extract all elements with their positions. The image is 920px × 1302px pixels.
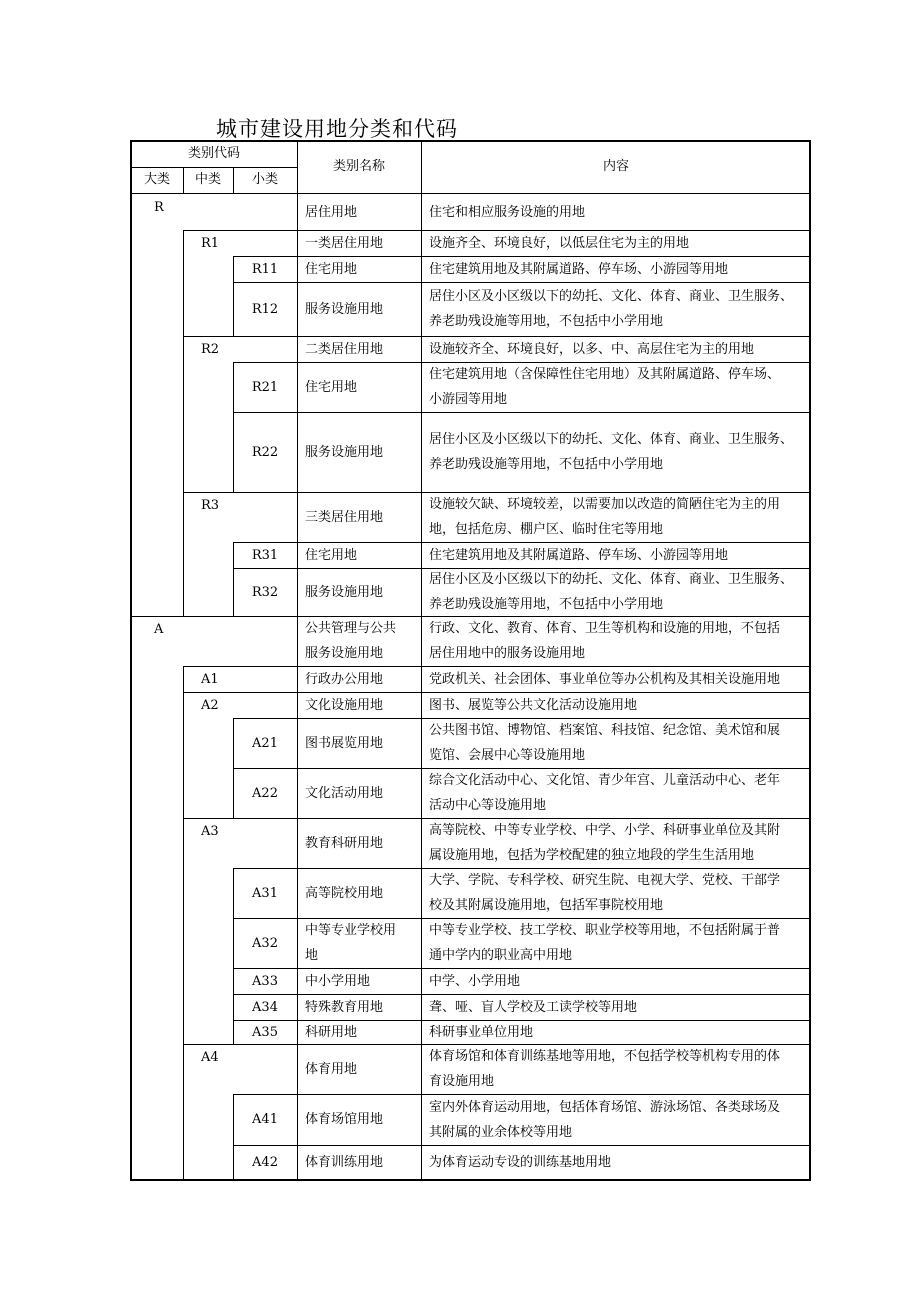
row-content bbox=[429, 868, 780, 918]
row-content-line: 公共图书馆、博物馆、档案馆、科技馆、纪念馆、美术馆和展 bbox=[429, 723, 781, 738]
row-name bbox=[305, 666, 383, 692]
row-name-line: 特殊教育用地 bbox=[305, 999, 384, 1015]
row-name bbox=[305, 818, 383, 868]
row-content-line: 聋、哑、盲人学校及工读学校等用地 bbox=[429, 999, 638, 1015]
row-content-line: 住宅和相应服务设施的用地 bbox=[429, 204, 586, 220]
row-code: R3 bbox=[201, 498, 220, 513]
row-name-line: 住宅用地 bbox=[305, 261, 358, 277]
row-name bbox=[305, 230, 383, 256]
row-code: R32 bbox=[251, 584, 279, 600]
row-code: A31 bbox=[252, 885, 278, 901]
row-name-line: 行政办公用地 bbox=[305, 671, 384, 687]
row-name bbox=[305, 994, 383, 1020]
row-content-line: 体育场馆和体育训练基地等用地，不包括学校等机构专用的体 bbox=[429, 1049, 781, 1064]
row-content-line: 居住小区及小区级以下的幼托、文化、体育、商业、卫生服务、 bbox=[429, 432, 794, 447]
row-code: A35 bbox=[252, 1024, 278, 1040]
row-name-line: 住宅用地 bbox=[305, 379, 358, 395]
row-name bbox=[305, 336, 383, 362]
row-code: A3 bbox=[201, 824, 219, 839]
row-content-line: 科研事业单位用地 bbox=[429, 1024, 534, 1040]
row-name-line: 体育场馆用地 bbox=[305, 1112, 384, 1127]
row-name-line: 体育用地 bbox=[305, 1061, 358, 1077]
row-content-line: 小游园等用地 bbox=[429, 392, 508, 407]
row-code: R2 bbox=[201, 342, 220, 357]
row-name-line: 三类居住用地 bbox=[305, 509, 384, 525]
row-content bbox=[429, 994, 637, 1020]
header-medium: 中类 bbox=[194, 172, 221, 187]
row-name bbox=[305, 616, 396, 666]
row-code: R11 bbox=[251, 261, 279, 277]
row-code: R21 bbox=[251, 379, 279, 395]
row-content bbox=[429, 230, 689, 256]
row-content-line: 综合文化活动中心、文化馆、青少年宫、儿童活动中心、老年 bbox=[429, 773, 781, 788]
row-content-line: 居住小区及小区级以下的幼托、文化、体育、商业、卫生服务、 bbox=[429, 572, 794, 587]
row-code: R bbox=[154, 200, 164, 215]
row-code: A2 bbox=[201, 698, 219, 713]
row-content-line: 地，包括危房、棚户区、临时住宅等用地 bbox=[429, 522, 664, 537]
row-content bbox=[429, 666, 780, 692]
row-content-line: 其附属的业余体校等用地 bbox=[429, 1124, 573, 1140]
vline-content bbox=[421, 141, 422, 1180]
row-content-line: 高等院校、中等专业学校、中学、小学、科研事业单位及其附 bbox=[429, 823, 781, 838]
row-content-line: 活动中心等设施用地 bbox=[429, 798, 547, 813]
row-name-line: 住宅用地 bbox=[305, 547, 358, 563]
row-content bbox=[429, 718, 780, 768]
row-content-line: 住宅建筑用地（含保障性住宅用地）及其附属道路、停车场、 bbox=[429, 367, 781, 382]
row-name-line: 教育科研用地 bbox=[305, 835, 384, 851]
row-name bbox=[305, 1145, 383, 1180]
row-name bbox=[305, 1044, 357, 1094]
row-name bbox=[305, 1020, 357, 1044]
row-name bbox=[305, 194, 357, 230]
row-content-line: 校及其附属设施用地，包括军事院校用地 bbox=[429, 898, 664, 913]
row-content-line: 图书、展览等公共文化活动设施用地 bbox=[429, 697, 638, 713]
row-name-line: 服务设施用地 bbox=[305, 301, 384, 317]
row-name bbox=[305, 412, 383, 492]
row-name-line: 地 bbox=[305, 948, 319, 963]
row-name-line: 文化活动用地 bbox=[305, 785, 384, 801]
row-content bbox=[429, 412, 793, 492]
header-name: 类别名称 bbox=[332, 159, 385, 174]
row-content bbox=[429, 492, 780, 542]
vline-medium bbox=[183, 230, 184, 616]
row-content-line: 大学、学院、专科学校、研究生院、电视大学、党校、干部学 bbox=[429, 873, 781, 888]
row-code: A4 bbox=[201, 1050, 219, 1065]
row-code: A34 bbox=[252, 999, 278, 1015]
row-content bbox=[429, 362, 780, 412]
row-name-line: 高等院校用地 bbox=[305, 885, 384, 901]
row-name bbox=[305, 868, 383, 918]
row-content-line: 属设施用地，包括为学校配建的独立地段的学生生活用地 bbox=[429, 848, 755, 863]
row-content-line: 住宅建筑用地及其附属道路、停车场、小游园等用地 bbox=[429, 547, 729, 563]
row-name-line: 二类居住用地 bbox=[305, 341, 384, 357]
row-content bbox=[429, 282, 793, 336]
row-content bbox=[429, 542, 728, 568]
row-name bbox=[305, 968, 370, 994]
row-content bbox=[429, 568, 793, 616]
row-content-line: 养老助残设施等用地，不包括中小学用地 bbox=[429, 597, 664, 612]
row-name-line: 图书展览用地 bbox=[305, 735, 384, 751]
row-name bbox=[305, 768, 383, 818]
row-content-line: 设施较齐全、环境良好，以多、中、高层住宅为主的用地 bbox=[429, 341, 755, 357]
row-code: A22 bbox=[252, 785, 278, 801]
row-name bbox=[305, 256, 357, 282]
row-content-line: 居住小区及小区级以下的幼托、文化、体育、商业、卫生服务、 bbox=[429, 289, 794, 304]
row-content bbox=[429, 968, 520, 994]
row-content-line: 室内外体育运动用地，包括体育场馆、游泳场馆、各类球场及 bbox=[429, 1099, 781, 1115]
row-content bbox=[429, 818, 780, 868]
row-code: A42 bbox=[252, 1155, 278, 1170]
row-content-line: 住宅建筑用地及其附属道路、停车场、小游园等用地 bbox=[429, 261, 729, 277]
row-content bbox=[429, 1020, 533, 1044]
header-minor: 小类 bbox=[251, 172, 278, 187]
row-content-line: 养老助残设施等用地，不包括中小学用地 bbox=[429, 314, 664, 329]
row-name bbox=[305, 492, 383, 542]
header-major: 大类 bbox=[143, 172, 170, 187]
row-content-line: 行政、文化、教育、体育、卫生等机构和设施的用地，不包括 bbox=[429, 621, 781, 636]
row-name bbox=[305, 362, 357, 412]
row-content bbox=[429, 616, 780, 666]
vline-name bbox=[297, 141, 298, 1180]
row-code: A41 bbox=[252, 1112, 278, 1127]
row-name bbox=[305, 918, 396, 968]
vline-medium bbox=[183, 666, 184, 1180]
header-content: 内容 bbox=[602, 159, 629, 174]
row-content-line: 为体育运动专设的训练基地用地 bbox=[429, 1155, 612, 1170]
row-content-line: 育设施用地 bbox=[429, 1074, 495, 1089]
row-content-line: 中等专业学校、技工学校、职业学校等用地，不包括附属于普 bbox=[429, 923, 781, 938]
row-content bbox=[429, 768, 780, 818]
row-content-line: 中学、小学用地 bbox=[429, 973, 521, 989]
row-content-line: 通中学内的职业高中用地 bbox=[429, 948, 573, 963]
row-content bbox=[429, 256, 728, 282]
row-name-line: 居住用地 bbox=[305, 204, 358, 220]
row-code: R31 bbox=[251, 547, 279, 563]
row-content-line: 设施齐全、环境良好，以低层住宅为主的用地 bbox=[429, 235, 690, 251]
row-name-line: 体育训练用地 bbox=[305, 1155, 384, 1170]
row-name bbox=[305, 568, 383, 616]
row-content bbox=[429, 194, 585, 230]
row-name-line: 公共管理与公共 bbox=[305, 621, 397, 636]
row-name-line: 服务设施用地 bbox=[305, 584, 384, 600]
row-code: R12 bbox=[251, 301, 279, 317]
row-name-line: 文化设施用地 bbox=[305, 697, 384, 713]
row-content-line: 设施较欠缺、环境较差，以需要加以改造的简陋住宅为主的用 bbox=[429, 497, 781, 512]
row-name-line: 服务设施用地 bbox=[305, 444, 384, 460]
row-name bbox=[305, 282, 383, 336]
row-content-line: 居住用地中的服务设施用地 bbox=[429, 646, 586, 661]
row-content-line: 览馆、会展中心等设施用地 bbox=[429, 748, 586, 763]
row-content bbox=[429, 1094, 780, 1145]
row-code: A1 bbox=[201, 672, 219, 687]
row-name-line: 科研用地 bbox=[305, 1024, 358, 1040]
row-name-line: 中小学用地 bbox=[305, 973, 371, 989]
row-name-line: 服务设施用地 bbox=[305, 646, 384, 661]
row-code: A21 bbox=[252, 735, 278, 751]
row-name bbox=[305, 692, 383, 718]
row-code: A bbox=[154, 622, 164, 637]
row-name bbox=[305, 718, 383, 768]
row-name bbox=[305, 1094, 383, 1145]
row-code: R1 bbox=[201, 236, 220, 251]
row-content bbox=[429, 1145, 611, 1180]
row-content bbox=[429, 918, 780, 968]
header-code-group: 类别代码 bbox=[187, 146, 240, 161]
row-content bbox=[429, 692, 637, 718]
row-code: A32 bbox=[252, 935, 278, 951]
row-code: A33 bbox=[252, 973, 278, 989]
row-content-line: 养老助残设施等用地，不包括中小学用地 bbox=[429, 457, 664, 472]
row-content bbox=[429, 1044, 780, 1094]
row-content-line: 党政机关、社会团体、事业单位等办公机构及其相关设施用地 bbox=[429, 671, 781, 687]
row-name-line: 一类居住用地 bbox=[305, 235, 384, 251]
row-code: R22 bbox=[251, 444, 279, 460]
row-name-line: 中等专业学校用 bbox=[305, 923, 397, 938]
row-name bbox=[305, 542, 357, 568]
page-title: 城市建设用地分类和代码 bbox=[216, 117, 458, 141]
row-content bbox=[429, 336, 754, 362]
